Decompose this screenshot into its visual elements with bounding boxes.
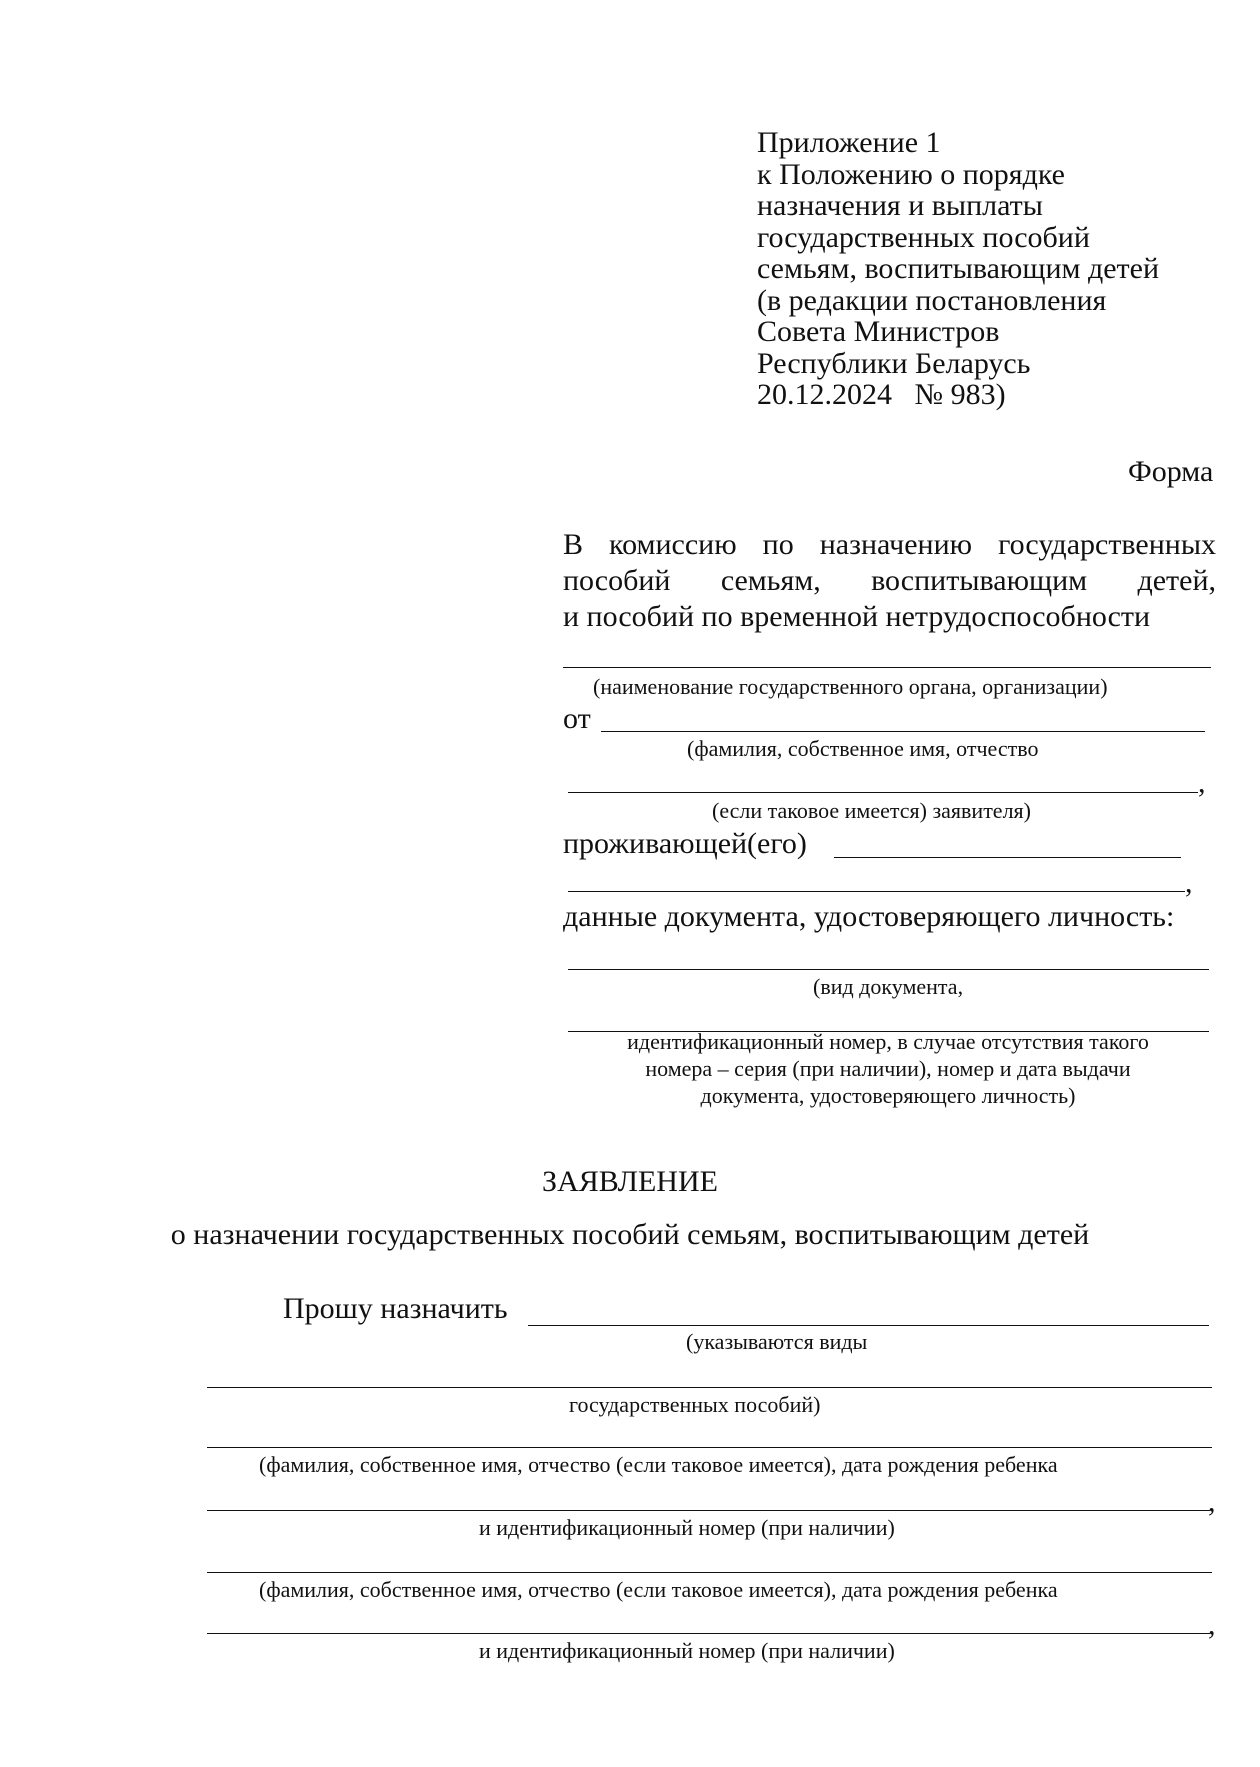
id-document-field[interactable] [568,969,1209,970]
appendix-line: (в редакции постановления [757,283,1107,317]
from-label: от [563,702,591,735]
request-label: Прошу назначить [283,1292,508,1325]
applicant-name-hint: (фамилия, собственное имя, отчество [687,736,1039,761]
appendix-line: Республики Беларусь [757,346,1031,380]
child-2-field-2[interactable] [207,1633,1210,1634]
statement-subtitle: о назначении государственных пособий семьям, воспитывающим детей [170,1218,1090,1251]
child-1-field[interactable] [207,1447,1212,1448]
child-2-field[interactable] [207,1572,1212,1573]
addressee-line: и пособий по временной нетрудоспособности [563,600,1151,633]
child-1-hint-2: и идентификационный номер (при наличии) [479,1515,895,1540]
benefit-types-field[interactable] [528,1325,1209,1326]
addressee-line: пособий семьям, воспитывающим детей, [563,564,1216,597]
addressee-block [563,527,1216,635]
organization-hint: (наименование государственного органа, организации) [593,674,1108,699]
appendix-line: к Положению о порядке [757,157,1065,191]
appendix-line: семьям, воспитывающим детей [757,252,1160,285]
form-label: Форма [1128,455,1214,488]
comma: , [1198,766,1206,799]
hint-line: номера – серия (при наличии), номер и дата выдачи [645,1056,1131,1081]
comma: , [1208,1485,1216,1518]
appendix-header [757,127,1159,411]
addressee-line: В комиссию по назначению государственных [563,528,1216,561]
hint-line: идентификационный номер, в случае отсутствия такого [627,1029,1149,1054]
appendix-line: назначения и выплаты [757,189,1043,222]
child-2-hint: (фамилия, собственное имя, отчество (если таковое имеется), дата рождения ребенка [259,1577,1058,1602]
benefit-types-field-2[interactable] [207,1387,1212,1388]
organization-field[interactable] [563,667,1211,668]
id-document-hint: (вид документа, [813,974,964,999]
applicant-name-field-2[interactable] [568,792,1198,793]
residing-label: проживающей(его) [563,827,807,860]
comma: , [1185,866,1193,899]
id-document-hint-details [563,1028,1213,1109]
benefit-types-hint: (указываются виды [686,1329,868,1354]
benefit-types-hint-2: государственных пособий) [569,1392,821,1417]
child-1-hint: (фамилия, собственное имя, отчество (если таковое имеется), дата рождения ребенка [259,1452,1058,1477]
child-1-field-2[interactable] [207,1510,1210,1511]
applicant-name-field[interactable] [601,731,1205,732]
child-2-hint-2: и идентификационный номер (при наличии) [479,1638,895,1663]
comma: , [1208,1608,1216,1641]
statement-title: ЗАЯВЛЕНИЕ [542,1165,718,1198]
applicant-name-hint-2: (если таковое имеется) заявителя) [712,798,1031,823]
residence-field[interactable] [834,857,1181,858]
appendix-line: 20.12.2024 № 983) [757,378,1006,411]
residence-field-2[interactable] [568,891,1185,892]
id-document-label: данные документа, удостоверяющего личность: [563,900,1175,933]
appendix-line: Совета Министров [757,315,1000,348]
appendix-line: государственных пособий [757,220,1090,254]
hint-line: документа, удостоверяющего личность) [700,1083,1076,1108]
appendix-line: Приложение 1 [757,126,941,159]
